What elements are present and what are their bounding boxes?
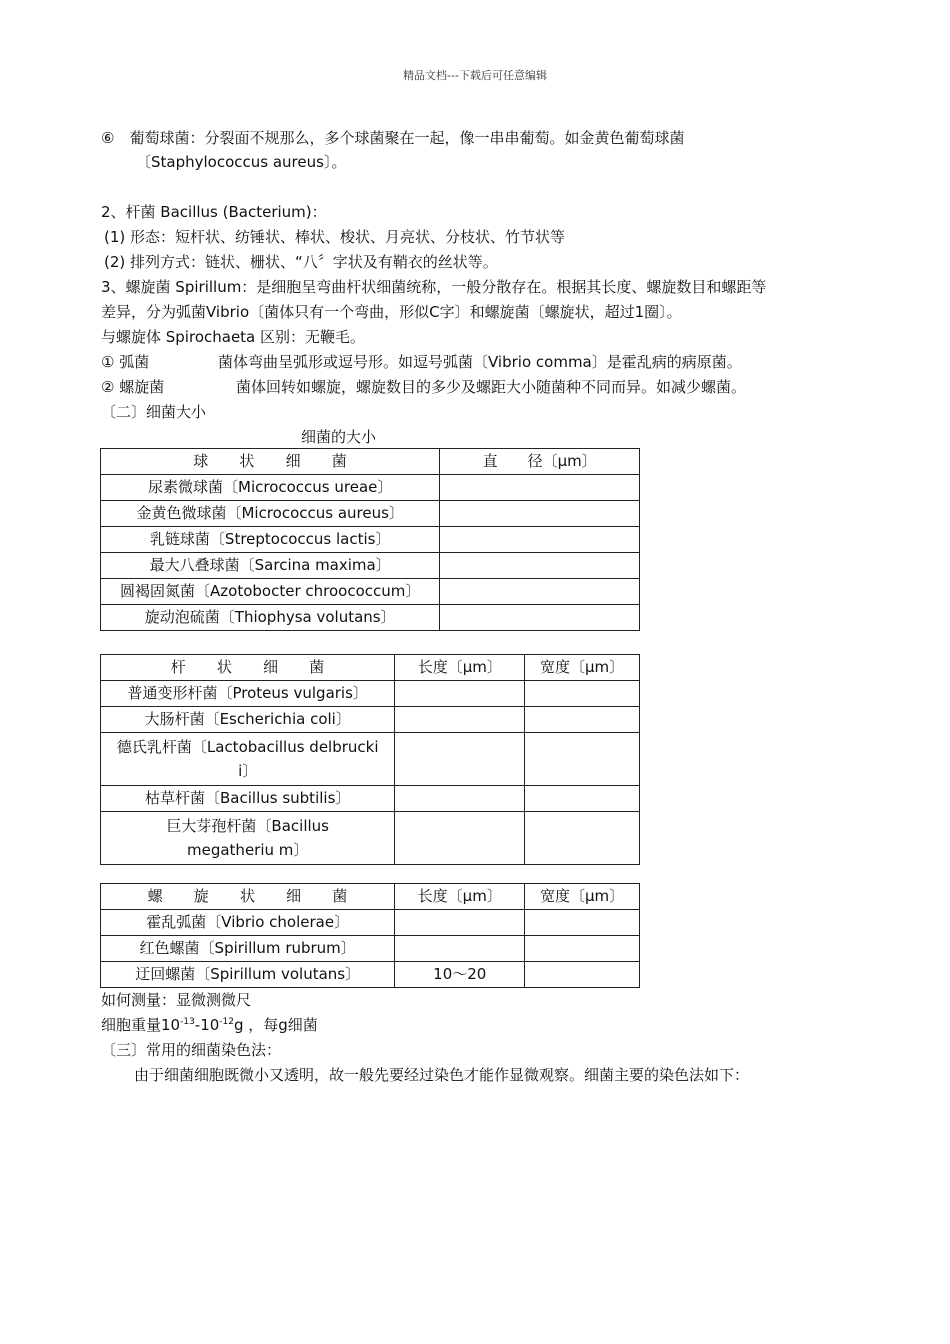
- table-cell: [525, 733, 640, 786]
- table-cell: 红色螺菌〔Spirillum rubrum〕: [101, 936, 395, 962]
- table-cell: 最大八叠球菌〔Sarcina maxima〕: [101, 553, 440, 579]
- vibrio-label: ① 弧菌: [101, 353, 150, 371]
- table-row: [101, 733, 640, 786]
- section-heading-size: 〔二〕细菌大小: [101, 403, 207, 421]
- table-cell: [525, 707, 640, 733]
- table-row: [101, 527, 640, 553]
- weight-mid: -10: [194, 1016, 220, 1034]
- spirillum-label: ② 螺旋菌: [101, 378, 165, 396]
- column-header: 长度〔μm〕: [395, 655, 525, 681]
- table-cell: [395, 681, 525, 707]
- text-line-spirillum-types: 差异，分为弧菌Vibrio〔菌体只有一个弯曲，形似C字〕和螺旋菌〔螺旋状，超过1圈〕。: [101, 303, 682, 321]
- column-header: 长度〔μm〕: [395, 884, 525, 910]
- table-cell: 圆褐固氮菌〔Azotobocter chroococcum〕: [101, 579, 440, 605]
- table-cell: 尿素微球菌〔Micrococcus ureae〕: [101, 475, 440, 501]
- table-row: [101, 501, 640, 527]
- table-spirilla: [100, 883, 640, 988]
- table-cell: 乳链球菌〔Streptococcus lactis〕: [101, 527, 440, 553]
- section-heading-staining: 〔三〕常用的细菌染色法：: [101, 1041, 282, 1059]
- table-cell: 大肠杆菌〔Escherichia coli〕: [101, 707, 395, 733]
- text-line-bacillus-shape: (1) 形态：短杆状、纺锤状、棒状、梭状、月亮状、分枝状、竹节状等: [104, 228, 566, 246]
- table-header-row: [101, 655, 640, 681]
- table-cell: [525, 812, 640, 865]
- text-line-cell-weight: [101, 1015, 318, 1035]
- text-line-staining-intro: 由于细菌细胞既微小又透明，故一般先要经过染色才能作显微观察。细菌主要的染色法如下：: [134, 1066, 750, 1084]
- table-cell: 迂回螺菌〔Spirillum volutans〕: [101, 962, 395, 988]
- table-cell: [395, 812, 525, 865]
- table-cell: [440, 605, 640, 631]
- text-line-spirochaeta: 与螺旋体 Spirochaeta 区别：无鞭毛。: [101, 328, 366, 346]
- column-header: 球 状 细 菌: [101, 449, 440, 475]
- text-line-staphylococcus-latin: 〔Staphylococcus aureus〕。: [136, 153, 347, 171]
- table-cell: [525, 910, 640, 936]
- table-cell: 德氏乳杆菌〔Lactobacillus delbrucki i〕: [101, 733, 395, 786]
- table-cell: [440, 475, 640, 501]
- heading-spirillum: 3、螺旋菌 Spirillum：是细胞呈弯曲杆状细菌统称，一般分散存在。根据其长度、螺旋数目和螺距等: [101, 278, 767, 296]
- table-cell: [440, 501, 640, 527]
- table-row: [101, 605, 640, 631]
- vibrio-description: 菌体弯曲呈弧形或逗号形。如逗号弧菌〔Vibrio comma〕是霍乱病的病原菌。: [218, 353, 742, 371]
- table-cell: [440, 553, 640, 579]
- table-row: [101, 475, 640, 501]
- weight-prefix: 细胞重量10: [101, 1016, 181, 1034]
- column-header: 螺 旋 状 细 菌: [101, 884, 395, 910]
- table-cell: [440, 579, 640, 605]
- weight-exponent-1: -13: [180, 1017, 195, 1027]
- table-row: [101, 786, 640, 812]
- table-header-row: [101, 884, 640, 910]
- table-header-row: [101, 449, 640, 475]
- table-cell: 枯草杆菌〔Bacillus subtilis〕: [101, 786, 395, 812]
- table-cell: 霍乱弧菌〔Vibrio cholerae〕: [101, 910, 395, 936]
- table-row: [101, 962, 640, 988]
- text-line-measurement: 如何测量：显微测微尺: [101, 991, 252, 1009]
- table-cell: 旋动泡硫菌〔Thiophysa volutans〕: [101, 605, 440, 631]
- table-cell: [395, 936, 525, 962]
- column-header: 直 径〔μm〕: [440, 449, 640, 475]
- table-cell: [395, 910, 525, 936]
- column-header: 宽度〔μm〕: [525, 884, 640, 910]
- table-cell: [395, 786, 525, 812]
- table-row: [101, 812, 640, 865]
- table-cell: 巨大芽孢杆菌〔Bacillus megatheriu m〕: [101, 812, 395, 865]
- column-header: 杆 状 细 菌: [101, 655, 395, 681]
- spirillum-description: 菌体回转如螺旋，螺旋数目的多少及螺距大小随菌种不同而异。如减少螺菌。: [236, 378, 747, 396]
- table-cell: 普通变形杆菌〔Proteus vulgaris〕: [101, 681, 395, 707]
- table-cell: [440, 527, 640, 553]
- table-cell: 10～20: [395, 962, 525, 988]
- table-row: [101, 910, 640, 936]
- table-cell: [525, 962, 640, 988]
- page-header: 精品文档---下载后可任意编辑: [403, 69, 547, 82]
- table-row: [101, 579, 640, 605]
- weight-suffix: g ，每g细菌: [234, 1016, 318, 1034]
- table-cell: [525, 786, 640, 812]
- column-header: 宽度〔μm〕: [525, 655, 640, 681]
- table-bacilli: [100, 654, 640, 865]
- text-line-bacillus-arrangement: (2) 排列方式：链状、栅状、“八〞字状及有鞘衣的丝状等。: [104, 253, 498, 271]
- table-row: [101, 936, 640, 962]
- heading-bacillus: 2、杆菌 Bacillus (Bacterium)：: [101, 203, 327, 221]
- table-row: [101, 707, 640, 733]
- table-cell: [395, 733, 525, 786]
- table-row: [101, 681, 640, 707]
- weight-exponent-2: -12: [219, 1017, 234, 1027]
- table-caption: 细菌的大小: [301, 428, 377, 446]
- table-cell: 金黄色微球菌〔Micrococcus aureus〕: [101, 501, 440, 527]
- table-row: [101, 553, 640, 579]
- table-cell: [525, 681, 640, 707]
- table-cocci: [100, 448, 640, 631]
- table-cell: [395, 707, 525, 733]
- text-line-staphylococcus: ⑥ 葡萄球菌：分裂面不规那么，多个球菌聚在一起，像一串串葡萄。如金黄色葡萄球菌: [101, 129, 685, 147]
- table-cell: [525, 936, 640, 962]
